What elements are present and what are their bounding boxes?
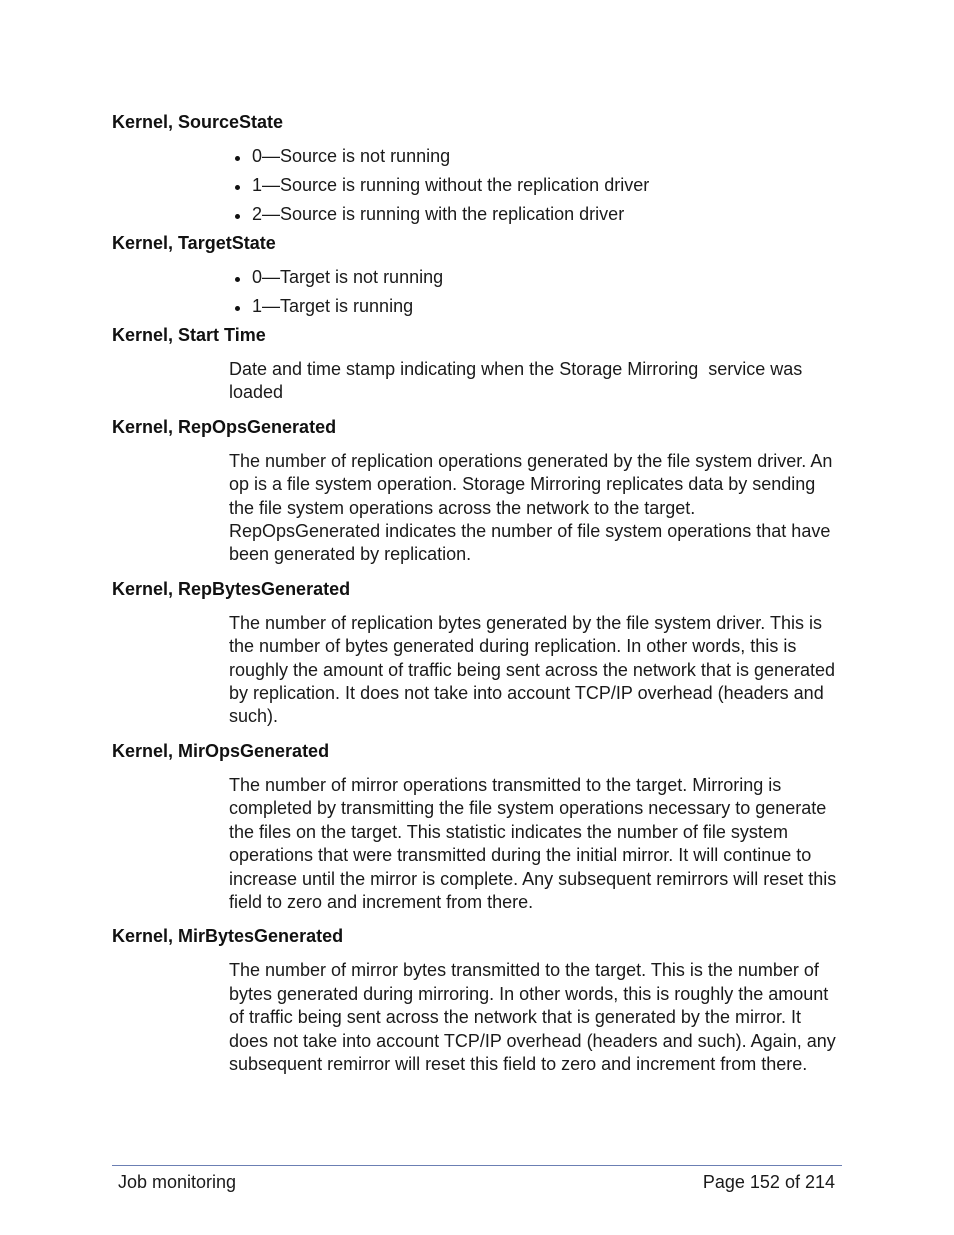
targetstate-list xyxy=(112,266,844,318)
footer-divider xyxy=(112,1165,842,1166)
bullet-icon xyxy=(235,306,240,311)
list-item-text: 0—Target is not running xyxy=(252,267,444,287)
bullet-icon xyxy=(235,156,240,161)
bullet-icon xyxy=(235,185,240,190)
bullet-icon xyxy=(235,214,240,219)
repbytesgenerated-description: The number of replication bytes generated by the file system driver. This is the number of bytes generated during replication. In other words, this is roughly the amount of traffic being sent across the network that is generated by replication. It does not take into account TCP/IP overhead (headers and such). xyxy=(229,612,836,727)
sourcestate-list xyxy=(112,145,844,226)
term-targetstate: Kernel, TargetState xyxy=(112,233,276,253)
list-item-text: 0—Source is not running xyxy=(252,146,451,166)
term-repbytesgenerated: Kernel, RepBytesGenerated xyxy=(112,578,351,599)
miropsgenerated-description: The number of mirror operations transmitted to the target. Mirroring is completed by transmitting the file system operations necessary to generate the files on the target. This statistic indicates the number of file system operations that were transmitted during the initial mirror. It will continue to increase until the mirror is complete. Any subsequent remirrors will reset this field to zero and increment from there. xyxy=(229,774,837,912)
term-repopsgenerated: Kernel, RepOpsGenerated xyxy=(112,416,337,437)
repopsgenerated-description: The number of replication operations generated by the file system driver. An op is a file system operation. Storage Mirroring replicates data by sending the file system operations across the network to the target. RepOpsGenerated indicates the number of file system operations that have been generated by replication. xyxy=(229,450,833,565)
list-item-text: 2—Source is running with the replication driver xyxy=(252,204,625,224)
start-time-description: Date and time stamp indicating when the Storage Mirroring service was loaded xyxy=(229,359,803,403)
term-sourcestate: Kernel, SourceState xyxy=(112,112,284,132)
footer-section-title: Job monitoring xyxy=(118,1172,237,1192)
page-content xyxy=(112,111,844,1087)
list-item xyxy=(232,174,844,197)
list-item-text: 1—Source is running without the replication driver xyxy=(252,175,650,195)
list-item xyxy=(232,295,844,318)
mirbytesgenerated-description: The number of mirror bytes transmitted to the target. This is the number of bytes generated during mirroring. In other words, this is roughly the amount of traffic being sent across the network that is generated by the mirror. It does not take into account TCP/IP overhead (headers and such). Again, any subsequent remirror will reset this field to zero and increment from there. xyxy=(229,960,836,1074)
term-start-time: Kernel, Start Time xyxy=(112,325,266,345)
term-mirbytesgenerated: Kernel, MirBytesGenerated xyxy=(112,926,344,947)
list-item xyxy=(232,266,844,289)
bullet-icon xyxy=(235,277,240,282)
list-item xyxy=(232,203,844,226)
term-miropsgenerated: Kernel, MirOpsGenerated xyxy=(112,740,330,761)
list-item xyxy=(232,145,844,168)
footer-page-number: Page 152 of 214 xyxy=(702,1172,835,1192)
list-item-text: 1—Target is running xyxy=(252,296,414,316)
